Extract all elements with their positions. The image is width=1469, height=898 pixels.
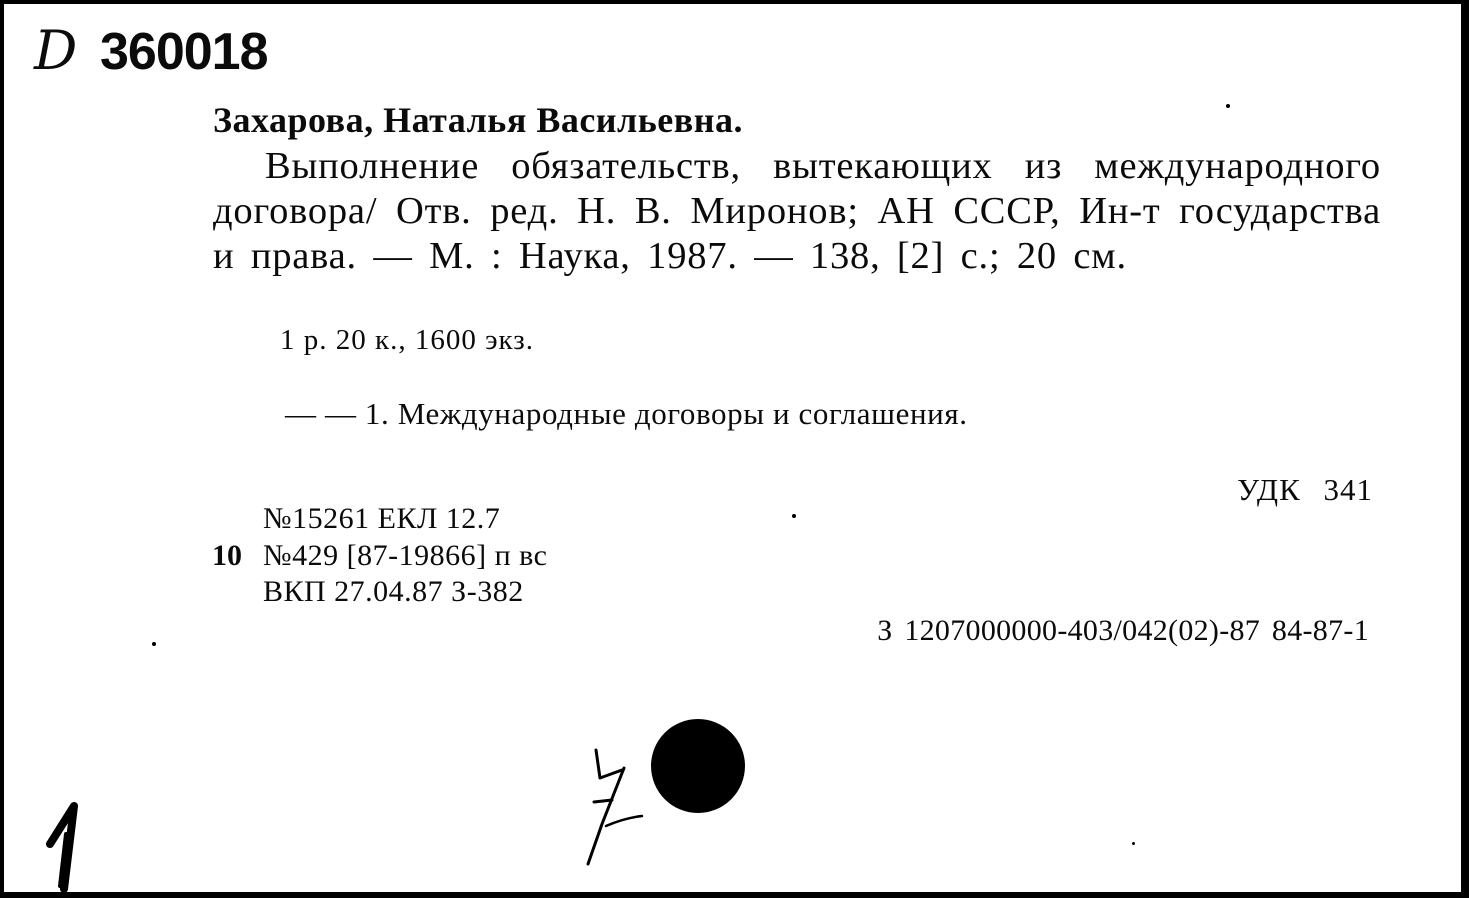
subject-heading: — — 1. Международные договоры и соглашения.: [285, 396, 968, 431]
price-circulation: 1 р. 20 к., 1600 экз.: [280, 324, 534, 356]
ink-speck: [1226, 104, 1230, 108]
print-order-number: 10: [212, 539, 242, 572]
bibliographic-description: Выполнение обязательств, вытекающих из международного договора/ Отв. ред. Н. В. Миронов; АН СССР, Ин-т государства и права. — М. : Наука, 1987. — 138, [2] с.; 20 см.: [213, 145, 1381, 277]
author-name: Захарова, Наталья Васильевна.: [213, 100, 743, 140]
tech-line-2: №429 [87-19866] п вс: [263, 539, 548, 572]
catalog-code-prefix: D: [34, 19, 78, 82]
tech-line-1: №15261 ЕКЛ 12.7: [263, 502, 501, 535]
handwritten-1-mark: [40, 794, 90, 894]
ink-speck: [1132, 842, 1135, 845]
index-code-line: З 1207000000-403/042(02)-87 84-87-1: [877, 614, 1369, 647]
hole-punch-dot: [651, 719, 745, 813]
ink-speck: [792, 514, 796, 518]
catalog-code-number: 360018: [100, 23, 268, 81]
ink-speck: [152, 642, 156, 646]
handwritten-7-mark: [584, 744, 654, 874]
tech-line-3: ВКП 27.04.87 З-382: [263, 575, 524, 608]
udk-classification: УДК 341: [1237, 472, 1373, 507]
